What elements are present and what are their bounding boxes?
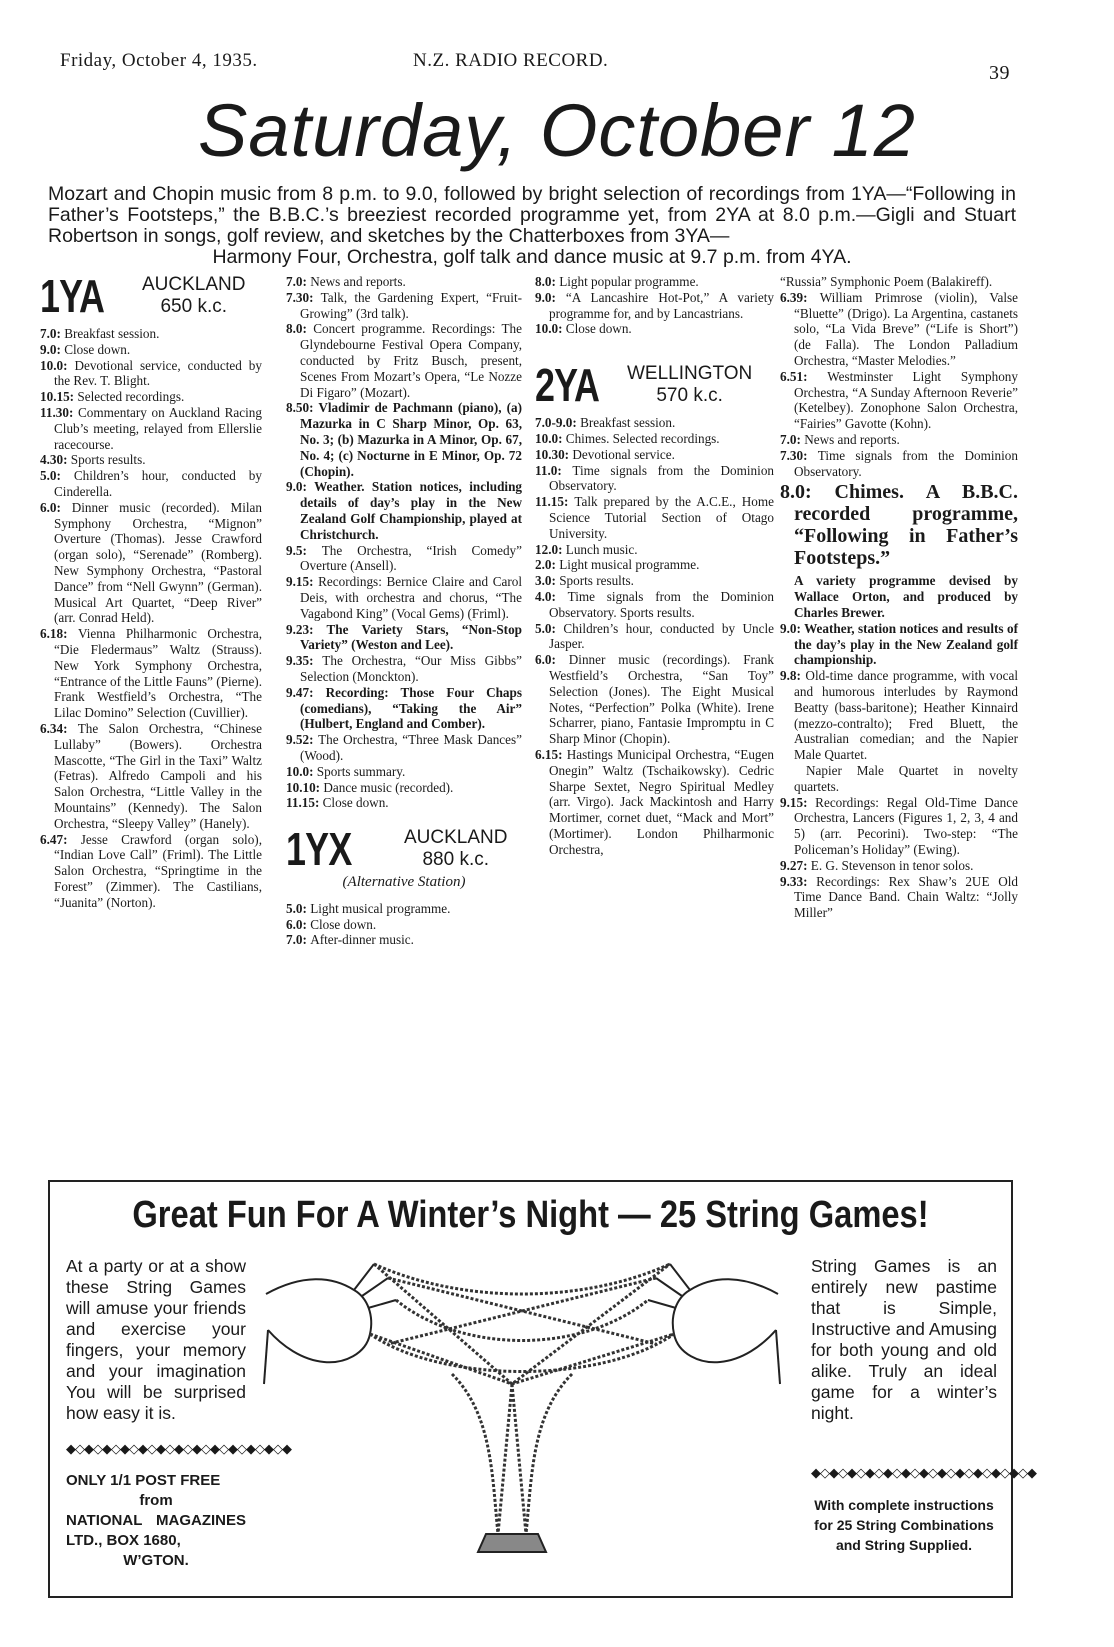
ornament-divider: ◆◇◆◇◆◇◆◇◆◇◆◇◆◇◆◇◆◇◆◇◆◇◆◇◆ (811, 1465, 1036, 1480)
programme-entry (286, 479, 522, 542)
station-call-sign: 1YA (40, 270, 105, 322)
programme-list-1ya-evening (286, 274, 522, 811)
programme-entry (535, 415, 774, 431)
programme-entry (286, 901, 522, 917)
entry-description: Sports results. (559, 573, 634, 589)
entry-time: 10.0: (535, 321, 566, 337)
entry-time: 10.15: (40, 389, 78, 405)
programme-entry (780, 432, 1018, 448)
entry-description: The Orchestra, “Three Mask Dances” (Wood). (300, 732, 522, 763)
ad-town: W’GTON. (123, 1552, 189, 1569)
programme-entry (535, 290, 774, 322)
entry-description: Weather, station notices and results of the day’s play in the New Zealand golf championship. (794, 620, 1018, 668)
entry-time: 10.0: (40, 357, 75, 373)
programme-entry (40, 326, 262, 342)
entry-time: 7.30: (286, 289, 321, 305)
entry-time: 9.8: (780, 668, 806, 684)
entry-time: 6.18: (40, 626, 79, 642)
programme-entry (40, 626, 262, 721)
entry-time: 6.51: (780, 368, 828, 384)
programme-entry (286, 764, 522, 780)
entry-description: Breakfast session. (64, 326, 160, 341)
entry-time: 5.0: (286, 900, 311, 916)
entry-time: 8.0: (535, 274, 560, 289)
entry-time: 9.23: (286, 621, 327, 637)
ad-right-column (811, 1256, 1036, 1555)
programme-list-2ya-evening (780, 290, 1018, 480)
station-call-sign: 1YX (286, 823, 352, 876)
ad-description: String Games is an entirely new pastime that is Simple, Instructive and Amusing for both young and old alike. Truly an ideal game for a winter’s night. (811, 1256, 997, 1423)
entry-description: Vladimir de Pachmann (piano), (a) Mazurka in C Sharp Minor, Op. 63, No. 3; (b) Mazurka in A Minor, Op. 67, No. 4; (c) Nocturne in E Minor, Op. 72 (Chopin). (300, 400, 522, 479)
station-info (627, 363, 752, 407)
entry-time: 8.50: (286, 400, 319, 416)
entry-time: 6.47: (40, 831, 81, 847)
station-frequency: 650 k.c. (160, 296, 228, 317)
programme-list-2ya-late (780, 621, 1018, 763)
programme-list-1ya (40, 326, 262, 910)
entry-time: 7.30: (780, 447, 818, 463)
entry-description: The Orchestra, “Our Miss Gibbs” Selection (Monckton). (300, 653, 522, 684)
entry-time: 9.47: (286, 684, 326, 700)
entry-time: 10.10: (286, 779, 324, 795)
entry-description: Dinner music (recorded). Milan Symphony Orchestra, “Mignon” Overture (Thomas). Jesse Crawford (organ solo), “Serenade” (Romberg). New Symphony Orchestra, “Pastoral Dance” from “Nell Gwynn” (German). Musical Art Quartet, “Deep River” (arr. Conrad Held). (54, 499, 262, 626)
ad-headline: Great Fun For A Winter’s Night — 25 String Games! (132, 1194, 929, 1236)
ad-intro-text: At a party or at a show these String Games will amuse your friends and exercise your fingers, your memory and your imagination You will be surprised how easy it is. (66, 1256, 246, 1423)
station-frequency: 880 k.c. (422, 849, 490, 871)
page-header (60, 44, 1010, 84)
ad-left-column (66, 1256, 291, 1571)
programme-entry (40, 342, 262, 358)
string-game-hands-illustration (262, 1234, 782, 1594)
entry-time: 9.0: (780, 620, 805, 636)
entry-description: Devotional service, conducted by the Rev. T. Blight. (54, 357, 262, 389)
entry-description: Concert programme. Recordings: The Glyndebourne Festival Opera Company, conducted by Fritz Busch, present, Scenes From Mozart’s Opera, “Le Nozze Di Figaro” (Mozart). (300, 321, 522, 400)
ad-price: ONLY 1/1 POST FREE (66, 1472, 221, 1489)
programme-note: Napier Male Quartet in novelty quartets. (794, 762, 1018, 794)
programme-entry (780, 858, 1018, 874)
programme-entry (535, 463, 774, 495)
entry-time: 10.0: (535, 430, 566, 446)
station-2ya-header (535, 359, 774, 412)
programme-entry (40, 405, 262, 452)
entry-description: Dinner music (recordings). Frank Westfield’s Orchestra, “San Toy” Selection (Jones). The Eight Musical Notes, “Perfection” Polka (White). Irene Scharrer, piano, Fantasie Impromptu in C Sharp Minor (Chopin). (549, 652, 774, 747)
entry-time: 3.0: (535, 573, 560, 589)
programme-entry (286, 685, 522, 732)
entry-time: 6.0: (286, 916, 311, 932)
programme-entry (40, 468, 262, 500)
programme-entry (780, 874, 1018, 921)
page-number: 39 (989, 62, 1010, 84)
entry-description: Recordings: Bernice Claire and Carol Deis, with orchestra and chorus, “The Vagabond King” (Vocal Gems) (Friml). (300, 574, 522, 621)
entry-time: 11.30: (40, 404, 79, 420)
entry-description: Recordings: Rex Shaw’s 2UE Old Time Dance Band. Chain Waltz: “Jolly Miller” (794, 873, 1018, 921)
station-call-sign: 2YA (535, 359, 600, 412)
entry-time: 7.0: (286, 274, 311, 289)
entry-time: 7.0: (780, 431, 805, 447)
programme-continuation: “Russia” Symphonic Poem (Balakireff). (780, 274, 993, 289)
feature-title: Chimes. A B.B.C. recorded programme, “Following in Father’s Footsteps.” (794, 481, 1018, 570)
station-1yx-header (286, 823, 522, 876)
programme-entry (40, 721, 262, 832)
entry-time: 4.30: (40, 452, 71, 468)
feature-time: 8.0: (780, 481, 812, 504)
programme-entry (535, 542, 774, 558)
entry-time: 4.0: (535, 588, 568, 604)
entry-description: Lunch music. (565, 541, 638, 557)
entry-description: The Variety Stars, “Non-Stop Variety” (Weston and Lee). (300, 621, 522, 653)
ad-from: from (139, 1492, 173, 1509)
entry-time: 9.35: (286, 653, 323, 669)
entry-description: Vienna Philharmonic Orchestra, “Die Fledermaus” Waltz (Strauss). New York Symphony Orchestra, “Entrance of the Little Fauns” (Pierne). Frank Westfield’s Orchestra, “The Lilac Domino” Selection (Cuvillier). (54, 626, 262, 721)
station-city: AUCKLAND (142, 274, 246, 295)
programme-entry (535, 431, 774, 447)
entry-time: 6.15: (535, 746, 567, 762)
programme-entry (286, 290, 522, 322)
station-frequency: 570 k.c. (656, 385, 723, 407)
publication-name: N.Z. RADIO RECORD. (413, 50, 609, 71)
entry-description: E. G. Stevenson in tenor solos. (810, 857, 974, 873)
entry-time: 7.0: (286, 932, 311, 948)
entry-time: 5.0: (40, 468, 74, 484)
entry-description: After-dinner music. (310, 932, 414, 948)
programme-entry (780, 448, 1018, 480)
entry-time: 11.0: (535, 462, 573, 478)
entry-time: 11.15: (286, 795, 323, 811)
programme-entry (286, 932, 522, 948)
station-city: WELLINGTON (627, 363, 753, 385)
entry-time: 6.0: (535, 652, 569, 668)
programme-entry (40, 358, 262, 390)
entry-description: Sports summary. (316, 763, 406, 779)
entry-time: 7.0: (40, 326, 65, 341)
programme-entry (535, 589, 774, 621)
programme-list-1yx (286, 901, 522, 948)
entry-description: Light musical programme. (559, 557, 700, 573)
programme-entry (535, 274, 774, 290)
programme-entry (286, 274, 522, 290)
entry-description: Children’s hour, conducted by Cinderella. (54, 468, 262, 499)
programme-entry (40, 389, 262, 405)
entry-time: 9.0: (286, 479, 315, 495)
entry-time: 10.0: (286, 763, 317, 779)
entry-time: 9.15: (286, 574, 319, 590)
entry-description: Close down. (64, 341, 131, 357)
column-2 (286, 274, 522, 948)
entry-description: Close down. (310, 916, 377, 932)
programme-entry (535, 621, 774, 653)
entry-time: 9.5: (286, 542, 322, 558)
entry-time: 10.30: (535, 446, 573, 462)
entry-time: 11.15: (535, 494, 575, 510)
entry-description: Jesse Crawford (organ solo), “Indian Love Call” (Friml). The Little Salon Orchestra, “Springtime in the Forest” (Zimmer). The Castilians, “Juanita” (Norton). (54, 831, 262, 910)
programme-entry (286, 543, 522, 575)
entry-description: Talk prepared by the A.C.E., Home Science Tutorial Section of Otago University. (549, 494, 774, 541)
programme-entry (780, 290, 1018, 369)
ad-publisher: NATIONAL MAGAZINES LTD., BOX 1680, (66, 1512, 246, 1549)
programme-entry (40, 500, 262, 626)
entry-description: Time signals from the Dominion Observatory. Sports results. (549, 588, 774, 620)
station-info (404, 827, 507, 871)
entry-time: 2.0: (535, 557, 560, 573)
programme-entry (40, 452, 262, 468)
programme-entry (535, 557, 774, 573)
programme-entry (286, 400, 522, 479)
entry-time: 9.0: (535, 289, 566, 305)
intro-text: Mozart and Chopin music from 8 p.m. to 9.0, followed by bright selection of recordings from 1YA—“Following in Father’s Footsteps,” the B.B.C.’s breeziest recorded programme yet, from 2YA at 8.0 p.m.—Gigli and Stuart Robertson in songs, golf review, and sketches by the Chatterboxes from 3YA— (48, 183, 1016, 247)
programme-entry (535, 321, 774, 337)
entry-description: Old-time dance programme, with vocal and humorous interludes by Raymond Beatty (bass-baritone); Heather Kinnaird (mezzo-contralto); Fred Bluett, the Australian comedian; and the Napier Male Quartet. (794, 668, 1018, 763)
ornament-divider: ◆◇◆◇◆◇◆◇◆◇◆◇◆◇◆◇◆◇◆◇◆◇◆◇◆ (66, 1441, 291, 1456)
entry-description: Close down. (322, 795, 389, 811)
intro-last-line: Harmony Four, Orchestra, golf talk and dance music at 9.7 p.m. from 4YA. (212, 246, 852, 268)
entry-time: 5.0: (535, 620, 564, 636)
entry-description: Devotional service. (572, 446, 675, 462)
entry-description: William Primrose (violin), Valse “Bluette” (Drigo). La Argentina, castanets solo, “La Vida Breve” (“Life is Short”) (de Falla). The London Palladium Orchestra, “Master Melodies.” (794, 289, 1018, 368)
entry-time: 12.0: (535, 541, 566, 557)
programme-list-2ya (535, 415, 774, 857)
programme-entry (286, 653, 522, 685)
entry-description: Recording: Those Four Chaps (comedians), “Taking the Air” (Hulbert, England and Comber). (300, 684, 522, 732)
programme-entry (780, 369, 1018, 432)
advertisement-box (48, 1180, 1036, 1598)
entry-description: “A Lancashire Hot-Pot,” A variety programme for, and by Lancastrians. (549, 289, 774, 321)
entry-time: 9.27: (780, 857, 811, 873)
entry-description: Commentary on Auckland Racing Club’s meeting, relayed from Ellerslie racecourse. (54, 404, 262, 452)
station-city: AUCKLAND (404, 827, 508, 849)
programme-entry (780, 668, 1018, 763)
entry-time: 9.33: (780, 873, 817, 889)
programme-entry (286, 917, 522, 933)
intro-paragraph (48, 184, 1016, 268)
station-note: (Alternative Station) (342, 874, 466, 891)
programme-entry (535, 447, 774, 463)
column-3 (535, 274, 774, 858)
entry-description: The Orchestra, “Irish Comedy” Overture (Ansell). (300, 542, 522, 574)
programme-entry (286, 321, 522, 400)
entry-time: 6.0: (40, 499, 72, 515)
entry-time: 6.34: (40, 720, 78, 736)
station-1ya-header (40, 270, 262, 322)
entry-time: 7.0-9.0: (535, 415, 581, 431)
feature-programme (780, 481, 1018, 569)
entry-description: Light musical programme. (310, 900, 451, 916)
entry-description: Sports results. (70, 452, 146, 468)
programme-entry (535, 573, 774, 589)
entry-description: News and reports. (804, 431, 900, 447)
ad-order-details (66, 1471, 246, 1571)
programme-entry (780, 795, 1018, 858)
entry-time: 9.0: (40, 341, 65, 357)
ad-included-note: With complete instructions for 25 String Combinations and String Supplied. (814, 1497, 994, 1553)
entry-description: Talk, the Gardening Expert, “Fruit-Growing” (3rd talk). (300, 289, 522, 321)
issue-date: Friday, October 4, 1935. (60, 50, 258, 71)
entry-description: Light popular programme. (559, 274, 699, 289)
entry-time: 8.0: (286, 321, 314, 337)
programme-list-1yx-evening (535, 274, 774, 337)
programme-list-2ya-dance (780, 795, 1018, 921)
programme-entry (286, 795, 522, 811)
station-info (142, 274, 245, 318)
entry-time: 9.52: (286, 732, 319, 748)
column-4 (780, 274, 1018, 921)
entry-description: Time signals from the Dominion Observatory. (549, 462, 775, 494)
programme-entry (286, 780, 522, 796)
programme-entry (535, 652, 774, 747)
programme-entry (535, 494, 774, 541)
column-1 (40, 270, 262, 910)
page-title: Saturday, October 12 (198, 89, 916, 172)
entry-description: Breakfast session. (580, 415, 676, 431)
entry-description: Weather. Station notices, including details of day’s play in the New Zealand Golf Championship, played at Christchurch. (300, 479, 523, 542)
programme-entry (286, 622, 522, 654)
entry-description: Westminster Light Symphony Orchestra, “A Sunday Afternoon Reverie” (Ketelbey). Zonophone Salon Orchestra, “Fairies” Gavotte (Kohn). (794, 368, 1018, 432)
programme-entry (286, 574, 522, 621)
entry-description: Selected recordings. (77, 389, 185, 405)
entry-description: News and reports. (310, 274, 406, 289)
entry-description: Children’s hour, conducted by Uncle Jasper. (549, 620, 774, 652)
entry-description: Chimes. Selected recordings. (565, 430, 720, 446)
programme-entry (780, 621, 1018, 668)
feature-description: A variety programme devised by Wallace Orton, and produced by Charles Brewer. (794, 573, 1018, 620)
entry-description: Time signals from the Dominion Observatory. (794, 447, 1018, 479)
entry-time: 9.15: (780, 794, 816, 810)
entry-description: Hastings Municipal Orchestra, “Eugen Onegin” Waltz (Tschaikowsky). Cedric Sharpe Sextet, Negro Spiritual Medley (arr. Virgo). Jack Mackintosh and Harry Mortimer, cornet duet, “Mack and Mort” (Mortimer). London Philharmonic Orchestra, (549, 746, 774, 857)
entry-description: The Salon Orchestra, “Chinese Lullaby” (Bowers). Orchestra Mascotte, “The Girl in the Taxi” Waltz (Fetras). Alfredo Campoli and his Salon Orchestra, “Little Valley in the Mountains” (Kennedy). The Salon Orchestra, “Sleepy Valley” (Hanely). (54, 720, 262, 831)
programme-entry (535, 747, 774, 858)
programme-entry (40, 832, 262, 911)
entry-time: 6.39: (780, 289, 820, 305)
entry-description: Dance music (recorded). (323, 779, 454, 795)
entry-description: Recordings: Regal Old-Time Dance Orchestra, Lancers (Figures 1, 2, 3, 4 and 5) (arr. Pecorini). Two-step: “The Policeman’s Holiday” (Ewing). (794, 794, 1018, 857)
programme-entry (286, 732, 522, 764)
entry-description: Close down. (565, 321, 632, 337)
